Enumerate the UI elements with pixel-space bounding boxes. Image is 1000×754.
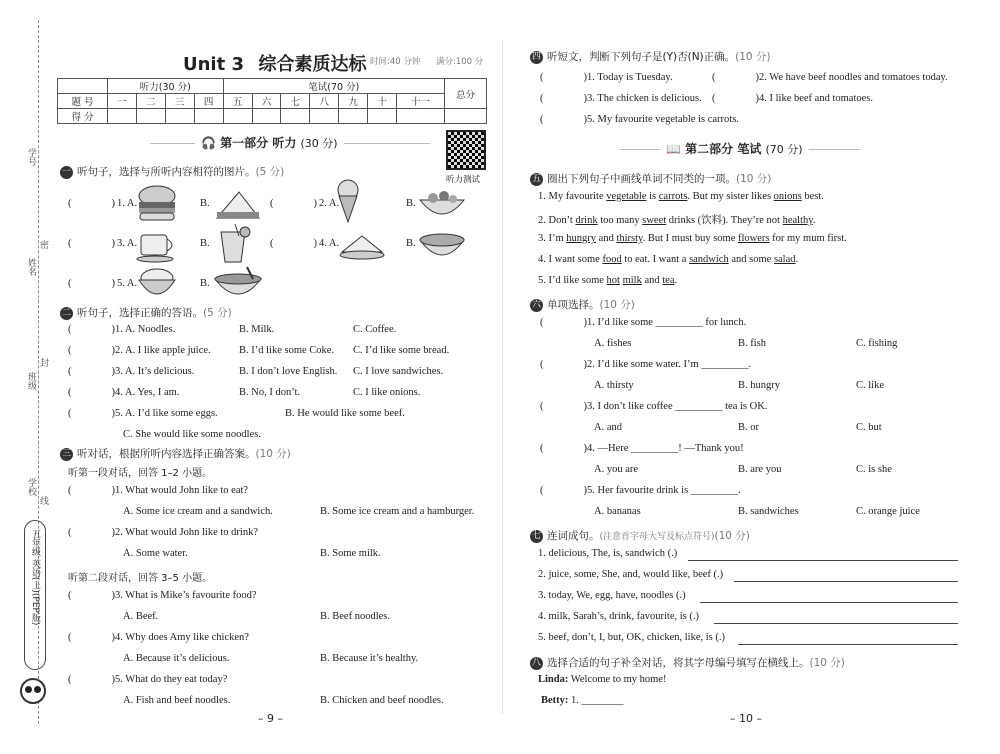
writing-group: 笔试(70 分) [223, 79, 444, 94]
seal-feng: 封 [39, 358, 49, 367]
s2-heading [60, 305, 232, 320]
qr-code-icon[interactable] [446, 130, 486, 170]
s6-q3: ( )3. I don’t like coffee _________ tea is OK. [540, 401, 768, 412]
s3-q3-a: A. Beef. [123, 611, 159, 622]
s3-q4-a: A. Because it’s delicious. [123, 653, 230, 664]
s5-l4-w2[interactable]: sandwich [689, 254, 729, 265]
s5-l4-w3[interactable]: salad [773, 254, 796, 265]
s8-number: 八 [531, 657, 541, 668]
s5-l2-w1[interactable]: drink [575, 215, 598, 226]
score-cell[interactable] [445, 109, 487, 124]
s3-q1-b: B. Some ice cream and a hamburger. [320, 506, 475, 517]
s5-l3-w3[interactable]: flowers [738, 233, 770, 244]
s6-q1-text: 1. I’d like some _________ for lunch. [587, 317, 747, 328]
s2-q1-c: C. Coffee. [353, 324, 397, 335]
s6-number: 六 [531, 299, 541, 310]
col-header: 七 [281, 94, 310, 109]
score-cell[interactable] [339, 109, 368, 124]
s7-q4: 4. milk, Sarah’s, drink, favourite, is (.) [538, 611, 699, 622]
s4-points: (10 分) [735, 51, 771, 63]
s2-q2: ( )2. A. I like apple juice. [68, 345, 211, 356]
s5-l1-t0: 1. My favourite [538, 191, 607, 202]
s6-q5-c[interactable]: C. orange juice [856, 506, 920, 517]
s1-number: 一 [61, 166, 71, 177]
s6-q3-b[interactable]: B. or [738, 422, 759, 433]
part2-title: 第二部分 笔试 [685, 142, 762, 156]
s4-heading [530, 49, 771, 64]
s1-heading [60, 164, 284, 179]
s5-l5-t6: . [674, 275, 678, 286]
s1-q4-label: 4. A. [319, 238, 340, 249]
s6-heading [530, 297, 635, 312]
s3-q4: ( )4. Why does Amy like chicken? [68, 632, 249, 643]
s3-q4-text: 4. Why does Amy like chicken? [115, 632, 249, 643]
s6-q5-b[interactable]: B. sandwiches [738, 506, 799, 517]
s1-q1: ( ) 1. A. [68, 198, 138, 209]
s2-q3-c: C. I love sandwiches. [353, 366, 444, 377]
s1-q2: ( ) 2. A. [270, 198, 340, 209]
seal-mi: 密 [39, 240, 49, 249]
score-cell[interactable] [368, 109, 397, 124]
s3-points: (10 分) [255, 448, 291, 460]
s2-q4-a: 4. A. Yes, I am. [115, 387, 180, 398]
score-cell[interactable] [165, 109, 194, 124]
s2-q1-a: 1. A. Noodles. [115, 324, 176, 335]
s7-number: 七 [531, 530, 541, 541]
s5-l2-t4: drinks (饮料). They’re not [666, 215, 783, 226]
s7-answer-line-2[interactable] [734, 581, 958, 582]
full-score: 满分:100 分 [436, 57, 484, 67]
listening-group: 听力(30 分) [108, 79, 224, 94]
s4-q4-text: 4. I like beef and tomatoes. [759, 93, 874, 104]
s2-q2-a: 2. A. I like apple juice. [115, 345, 211, 356]
s6-q1-c[interactable]: C. fishing [856, 338, 898, 349]
s7-q5: 5. beef, don’t, I, but, OK, chicken, like, is (.) [538, 632, 726, 643]
s4-q3: ( )3. The chicken is delicious. [540, 93, 702, 104]
s3-dialogue1: 听第一段对话，回答 1–2 小题。 [68, 468, 213, 479]
s5-l2-t2: too many [597, 215, 643, 226]
s2-q4-c: C. I like onions. [353, 387, 421, 398]
s5-l3-w1[interactable]: hungry [566, 233, 597, 244]
seal-xian: 线 [39, 496, 49, 505]
s1-q3-label: 3. A. [117, 238, 138, 249]
s3-q1-a: A. Some ice cream and a sandwich. [123, 506, 273, 517]
s1-q2-label: 2. A. [319, 198, 340, 209]
s5-l1-w3[interactable]: onions [773, 191, 802, 202]
s2-q5: ( )5. A. I’d like some eggs. [68, 408, 218, 419]
s4-number: 四 [531, 51, 541, 62]
s6-q5-a[interactable]: A. bananas [594, 506, 641, 517]
book-icon: 📖 [666, 142, 681, 156]
s6-points: (10 分) [599, 299, 635, 311]
s5-number: 五 [531, 173, 541, 184]
score-cell[interactable] [397, 109, 445, 124]
s3-heading [60, 446, 291, 461]
s6-q4-b[interactable]: B. are you [738, 464, 782, 475]
s5-l5-t0: 5. I’d like some [538, 275, 607, 286]
s4-text: 听短文，判断下列句子是(Y)否(N)正确。 [547, 51, 736, 63]
ice-cream-icon [335, 178, 361, 224]
page-number-left: – 9 – [258, 712, 283, 725]
s1-q5-label: 5. A. [117, 278, 138, 289]
s5-heading [530, 171, 771, 186]
s4-q3-text: 3. The chicken is delicious. [587, 93, 702, 104]
s3-q1-text: 1. What would John like to eat? [115, 485, 249, 496]
class-label: 班级 [27, 372, 37, 390]
s8-line1 [538, 674, 666, 685]
rice-bowl-icon [135, 266, 179, 302]
s5-l4-w1[interactable]: food [602, 254, 622, 265]
unit-label: Unit 3 [183, 54, 244, 75]
s4-q2: ( )2. We have beef noodles and tomatoes today. [712, 72, 948, 83]
s1-q5-b: B. [200, 278, 210, 289]
part2-header [620, 140, 860, 160]
s5-l2 [538, 212, 815, 227]
s6-q3-text: 3. I don’t like coffee _________ tea is OK. [587, 401, 768, 412]
s6-q3-a[interactable]: A. and [594, 422, 622, 433]
salad-icon [418, 188, 466, 220]
s5-l5-w1[interactable]: hot [606, 275, 620, 286]
s5-l4-t4: and some [728, 254, 774, 265]
s3-q2-a: A. Some water. [123, 548, 188, 559]
s5-l3-w2[interactable]: thirsty [616, 233, 643, 244]
s3-q2-b: B. Some milk. [320, 548, 381, 559]
juice-glass-icon [215, 222, 251, 266]
hamburger-icon [135, 184, 179, 224]
s6-q4-a[interactable]: A. you are [594, 464, 639, 475]
s7-note: (注意首字母大写及标点符号) [599, 532, 715, 542]
s1-points: (5 分) [255, 166, 285, 178]
score-cell[interactable] [310, 109, 339, 124]
grade-tag [24, 520, 46, 670]
s7-q1: 1. delicious, The, is, sandwich (.) [538, 548, 678, 559]
s6-q2: ( )2. I’d like some water. I’m _________. [540, 359, 752, 370]
s6-q5-text: 5. Her favourite drink is _________. [587, 485, 741, 496]
s4-q2-text: 2. We have beef noodles and tomatoes today. [759, 72, 948, 83]
s4-q1-text: 1. Today is Tuesday. [587, 72, 673, 83]
s8-speaker-betty: Betty: [541, 695, 569, 706]
s3-q1: ( )1. What would John like to eat? [68, 485, 249, 496]
score-corner [58, 79, 108, 94]
s2-q1: ( )1. A. Noodles. [68, 324, 176, 335]
col-header: 一 [108, 94, 137, 109]
score-cell[interactable] [194, 109, 223, 124]
s2-q5-c: C. She would like some noodles. [123, 429, 261, 440]
s8-heading [530, 655, 845, 670]
s2-q2-c: C. I’d like some bread. [353, 345, 450, 356]
s5-l3-t4: . But I must buy some [642, 233, 739, 244]
s5-l5-w2[interactable]: milk [622, 275, 642, 286]
s1-q3-b: B. [200, 238, 210, 249]
unit-subtitle: 综合素质达标 [258, 54, 367, 75]
coffee-cup-icon [135, 227, 179, 263]
s2-q5-a: 5. A. I’d like some eggs. [115, 408, 218, 419]
col-header: 六 [252, 94, 281, 109]
s5-l2-w2[interactable]: sweet [642, 215, 667, 226]
s8-points: (10 分) [809, 657, 845, 669]
col-header: 八 [310, 94, 339, 109]
s6-q4-text: 4. —Here _________! —Thank you! [587, 443, 744, 454]
s2-q5-b: B. He would like some beef. [285, 408, 405, 419]
s4-q5: ( )5. My favourite vegetable is carrots. [540, 114, 739, 125]
s7-answer-line-1[interactable] [688, 560, 958, 561]
s6-q4-c[interactable]: C. is she [856, 464, 892, 475]
s5-l1-w2[interactable]: carrots [658, 191, 688, 202]
s5-l2-t6: . [812, 215, 816, 226]
binding-margin [0, 0, 52, 754]
s1-text: 听句子，选择与所听内容相符的图片。 [77, 166, 256, 178]
panda-icon [20, 678, 46, 704]
s5-l1 [538, 191, 824, 202]
score-cell[interactable] [281, 109, 310, 124]
s8-line2 [541, 695, 624, 706]
col-header: 三 [165, 94, 194, 109]
part1-points: (30 分) [300, 137, 338, 150]
s4-q4: ( )4. I like beef and tomatoes. [712, 93, 874, 104]
s1-q4-b: B. [406, 238, 416, 249]
s6-q3-c[interactable]: C. but [856, 422, 882, 433]
s4-q5-text: 5. My favourite vegetable is carrots. [587, 114, 739, 125]
s8-line1-text: Welcome to my home! [568, 674, 667, 685]
col-header: 四 [194, 94, 223, 109]
sandwich-icon [215, 188, 261, 222]
s1-q1-label: 1. A. [117, 198, 138, 209]
s5-l1-t4: . But my sister likes [687, 191, 774, 202]
s7-heading [530, 528, 750, 543]
s8-line2-text[interactable]: 1. ________ [568, 695, 624, 706]
student-number-label: 学号 [27, 148, 37, 166]
part1-header [150, 134, 430, 154]
col-header: 二 [136, 94, 165, 109]
s7-answer-line-3[interactable] [700, 602, 958, 603]
s6-q2-b[interactable]: B. hungry [738, 380, 780, 391]
score-table [57, 78, 487, 124]
time-limit: 时间:40 分钟 [370, 57, 421, 67]
s5-l3-t6: for my mum first. [769, 233, 847, 244]
soup-bowl-icon [213, 265, 263, 303]
s7-answer-line-4[interactable] [714, 623, 958, 624]
s7-points: (10 分) [714, 530, 750, 542]
s3-q5: ( )5. What do they eat today? [68, 674, 228, 685]
unit-title [183, 50, 367, 76]
s3-q5-a: A. Fish and beef noodles. [123, 695, 231, 706]
s6-q1: ( )1. I’d like some _________ for lunch. [540, 317, 747, 328]
s2-q1-b: B. Milk. [239, 324, 275, 335]
s3-number: 三 [61, 448, 71, 459]
s5-l3 [538, 233, 847, 244]
s2-q4: ( )4. A. Yes, I am. [68, 387, 180, 398]
page-divider [502, 40, 503, 714]
s5-l4-t6: . [795, 254, 799, 265]
s1-q3: ( ) 3. A. [68, 238, 138, 249]
s3-q3-text: 3. What is Mike’s favourite food? [115, 590, 257, 601]
s5-l3-t2: and [596, 233, 617, 244]
s6-q2-a[interactable]: A. thirsty [594, 380, 634, 391]
s6-q1-b[interactable]: B. fish [738, 338, 767, 349]
s6-q4: ( )4. —Here _________! —Thank you! [540, 443, 744, 454]
s5-l4 [538, 254, 798, 265]
s5-l5-t4: and [641, 275, 663, 286]
s6-q5: ( )5. Her favourite drink is _________. [540, 485, 741, 496]
part1-title-wrap [195, 134, 344, 151]
s3-q2-text: 2. What would John like to drink? [115, 527, 258, 538]
s1-q4: ( ) 4. A. [270, 238, 340, 249]
s2-q2-b: B. I’d like some Coke. [239, 345, 335, 356]
part2-title-wrap [660, 140, 809, 157]
s6-q1-a[interactable]: A. fishes [594, 338, 632, 349]
s5-l1-t6: best. [801, 191, 824, 202]
headphones-icon: 🎧 [201, 136, 216, 150]
row-label-question: 题 号 [58, 94, 108, 109]
s3-q2: ( )2. What would John like to drink? [68, 527, 258, 538]
s5-points: (10 分) [736, 173, 772, 185]
part1-title: 第一部分 听力 [220, 136, 297, 150]
noodle-bowl-icon [418, 226, 466, 264]
s8-speaker-linda: Linda: [538, 674, 569, 685]
row-label-score: 得 分 [58, 109, 108, 124]
s7-q3: 3. today, We, egg, have, noodles (.) [538, 590, 686, 601]
s6-text: 单项选择。 [547, 299, 600, 311]
s3-dialogue2: 听第二段对话，回答 3–5 小题。 [68, 573, 213, 584]
grade-tag-text: 五年级 英语(上)(PEP版) [30, 529, 40, 626]
name-label: 姓名 [27, 258, 37, 276]
s2-q3: ( )3. A. It’s delicious. [68, 366, 195, 377]
s4-q1: ( )1. Today is Tuesday. [540, 72, 673, 83]
s5-l1-w1[interactable]: vegetable [606, 191, 647, 202]
s5-l4-t0: 4. I want some [538, 254, 603, 265]
s5-l4-t2: to eat. I want a [621, 254, 690, 265]
s7-q2: 2. juice, some, She, and, would like, beef (.) [538, 569, 724, 580]
score-cell[interactable] [108, 109, 137, 124]
s6-q2-text: 2. I’d like some water. I’m _________. [587, 359, 752, 370]
s5-l5 [538, 275, 677, 286]
sandwich-plate-icon [338, 230, 386, 260]
s6-q2-c[interactable]: C. like [856, 380, 884, 391]
col-header: 九 [339, 94, 368, 109]
s2-number: 二 [61, 307, 71, 318]
s5-l2-w3[interactable]: healthy [782, 215, 813, 226]
part2-points: (70 分) [765, 143, 803, 156]
s5-l2-t0: 2. Don’t [538, 215, 576, 226]
s7-answer-line-5[interactable] [738, 644, 958, 645]
school-label: 学校 [27, 478, 37, 496]
score-cell[interactable] [223, 109, 252, 124]
s3-q4-b: B. Because it’s healthy. [320, 653, 419, 664]
s2-text: 听句子，选择正确的答语。 [77, 307, 203, 319]
score-cell[interactable] [252, 109, 281, 124]
s2-points: (5 分) [203, 307, 232, 319]
s2-q4-b: B. No, I don’t. [239, 387, 301, 398]
col-header: 五 [223, 94, 252, 109]
page-number-right: – 10 – [730, 712, 762, 725]
total-header: 总分 [445, 79, 487, 109]
s2-q3-b: B. I don’t love English. [239, 366, 338, 377]
s5-l1-t2: is [646, 191, 659, 202]
s1-q1-b: B. [200, 198, 210, 209]
col-header: 十一 [397, 94, 445, 109]
qr-label: 听力测试 [446, 175, 481, 185]
s1-q2-b: B. [406, 198, 416, 209]
s5-text: 圈出下列句子中画线单词不同类的一项。 [547, 173, 736, 185]
s1-q5: ( ) 5. A. [68, 278, 138, 289]
s8-text: 选择合适的句子补全对话，将其字母编号填写在横线上。 [547, 657, 810, 669]
s3-q3: ( )3. What is Mike’s favourite food? [68, 590, 257, 601]
score-cell[interactable] [136, 109, 165, 124]
s3-text: 听对话，根据所听内容选择正确答案。 [77, 448, 256, 460]
s3-q5-text: 5. What do they eat today? [115, 674, 228, 685]
col-header: 十 [368, 94, 397, 109]
s3-q3-b: B. Beef noodles. [320, 611, 390, 622]
s7-text: 连词成句。 [547, 530, 600, 542]
s2-q3-a: 3. A. It’s delicious. [115, 366, 195, 377]
s5-l5-w3[interactable]: tea [662, 275, 675, 286]
s3-q5-b: B. Chicken and beef noodles. [320, 695, 444, 706]
s5-l3-t0: 3. I’m [538, 233, 567, 244]
